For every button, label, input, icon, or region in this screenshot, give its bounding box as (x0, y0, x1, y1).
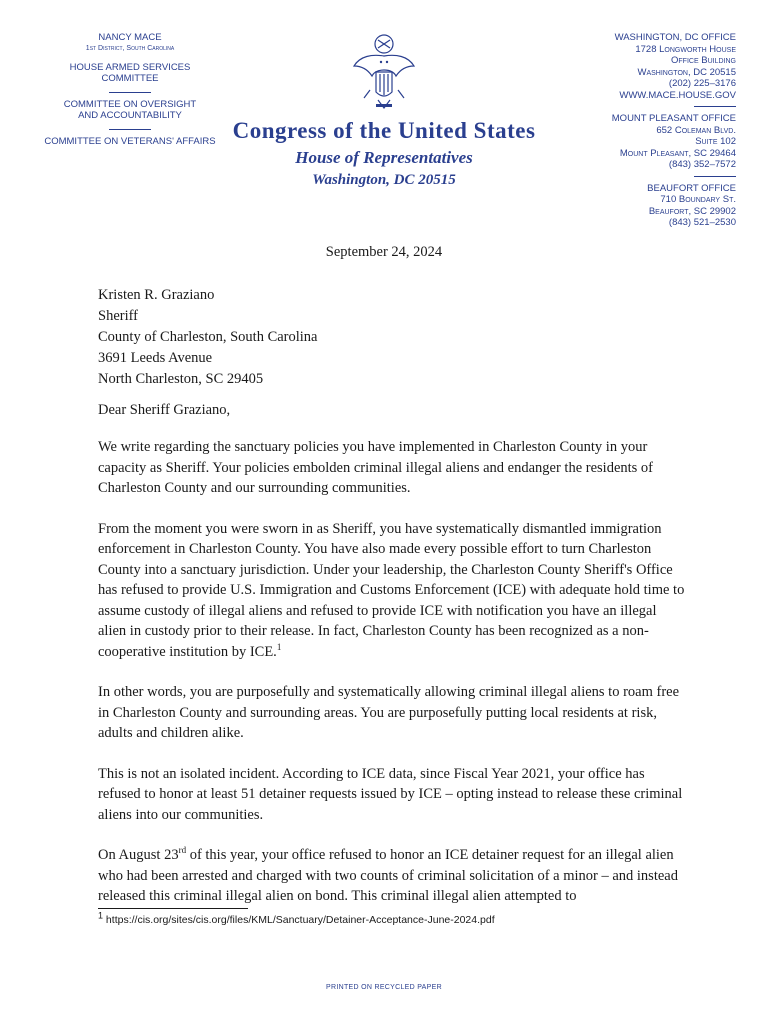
mp-office-line3: Mount Pleasant, SC 29464 (619, 147, 736, 159)
recipient-city: North Charleston, SC 29405 (98, 371, 264, 387)
mp-office-line1: 652 Coleman Blvd. (656, 124, 736, 136)
dc-office-line1: 1728 Longworth House (635, 43, 736, 55)
committee-armed-services-2: COMMITTEE (101, 73, 159, 84)
bf-office-line2: Beaufort, SC 29902 (648, 205, 736, 217)
eagle-seal-icon (352, 32, 416, 112)
bf-office-line1: 710 Boundary St. (660, 194, 736, 205)
website-link[interactable]: WWW.MACE.HOUSE.GOV (619, 89, 736, 101)
congress-title: Congress of the United States (232, 118, 536, 143)
paragraph (98, 519, 688, 663)
letter-date: September 24, 2024 (325, 244, 443, 260)
mp-office-line2: Suite 102 (695, 136, 736, 147)
dc-office-line3: Washington, DC 20515 (637, 66, 736, 78)
ordinal-suffix: rd (178, 845, 187, 856)
letterhead-right (566, 32, 736, 229)
paragraph: We write regarding the sanctuary policies you have implemented in Charleston County in your capacity as Sheriff. Your policies embolden criminal illegal aliens and endanger the residents of Charleston County and our surrounding communities. (98, 439, 654, 496)
recipient-address (98, 285, 318, 390)
recipient-title: Sheriff (98, 308, 139, 324)
divider (109, 129, 151, 130)
paragraph: This is not an isolated incident. According to ICE data, since Fiscal Year 2021, your office has refused to honor at least 51 detainer requests issued by ICE – opting instead to release these criminal aliens into our communities. (98, 765, 683, 823)
footnote-number: 1 (98, 910, 104, 921)
dc-office-title: WASHINGTON, DC OFFICE (614, 32, 736, 43)
footnote (98, 910, 495, 926)
salutation: Dear Sheriff Graziano, (98, 402, 231, 418)
committee-oversight-1: COMMITTEE ON OVERSIGHT (63, 99, 197, 110)
footnote-ref[interactable]: 1 (276, 641, 282, 652)
mp-office-phone: (843) 352–7572 (668, 159, 736, 170)
divider (694, 106, 736, 107)
divider (694, 176, 736, 177)
dc-office-line2: Office Building (671, 55, 736, 66)
recycled-paper-note: PRINTED ON RECYCLED PAPER (326, 984, 442, 991)
committee-veterans: COMMITTEE ON VETERANS' AFFAIRS (44, 136, 216, 147)
recipient-org: County of Charleston, South Carolina (98, 329, 318, 345)
footnote-link[interactable]: https://cis.org/sites/cis.org/files/KML/Sanctuary/Detainer-Acceptance-June-2024.pdf (103, 914, 495, 926)
recipient-street: 3691 Leeds Avenue (98, 350, 213, 366)
bf-office-phone: (843) 521–2530 (668, 217, 736, 228)
member-name: NANCY MACE (98, 32, 162, 43)
paragraph-text: On August 23 (98, 847, 179, 863)
member-district: 1st District, South Carolina (85, 45, 175, 52)
paragraph-text: of this year, your office refused to honor an ICE detainer request for an illegal alien who had been arrested and charged with two counts of criminal solicitation of a minor – and instead released this criminal illegal alien on bond. This criminal illegal alien attempted to (98, 847, 678, 904)
dc-office-phone: (202) 225–3176 (668, 78, 736, 89)
bf-office-title: BEAUFORT OFFICE (647, 182, 736, 194)
paragraph (98, 845, 688, 907)
washington-dc: Washington, DC 20515 (312, 172, 456, 188)
paragraph-text: From the moment you were sworn in as Sheriff, you have systematically dismantled immigration enforcement in Charleston County. You have also made every possible effort to turn Charleston County into a sanctuary jurisdiction. Under your leadership, the Charleston County Sheriff's Office has refused to provide U.S. Immigration and Customs Enforcement (ICE) with adequate hold time to assume custody of illegal aliens and refused to provide ICE with notification you have an illegal alien in custody prior to their release. In fact, Charleston County has been recognized as a non-cooperative institution by ICE. (98, 520, 685, 660)
mp-office-title: MOUNT PLEASANT OFFICE (611, 113, 736, 124)
committee-oversight-2: AND ACCOUNTABILITY (78, 110, 182, 121)
recipient-name: Kristen R. Graziano (98, 287, 215, 303)
divider (109, 92, 151, 93)
committee-armed-services-1: HOUSE ARMED SERVICES (69, 62, 191, 73)
paragraph: In other words, you are purposefully and systematically allowing criminal illegal aliens to roam free in Charleston County and surrounding areas. You are purposefully putting local residents at risk, adults and children alike. (98, 684, 680, 741)
footnote-divider (98, 908, 248, 909)
letter-body (98, 437, 688, 927)
house-title: House of Representatives (295, 148, 473, 167)
